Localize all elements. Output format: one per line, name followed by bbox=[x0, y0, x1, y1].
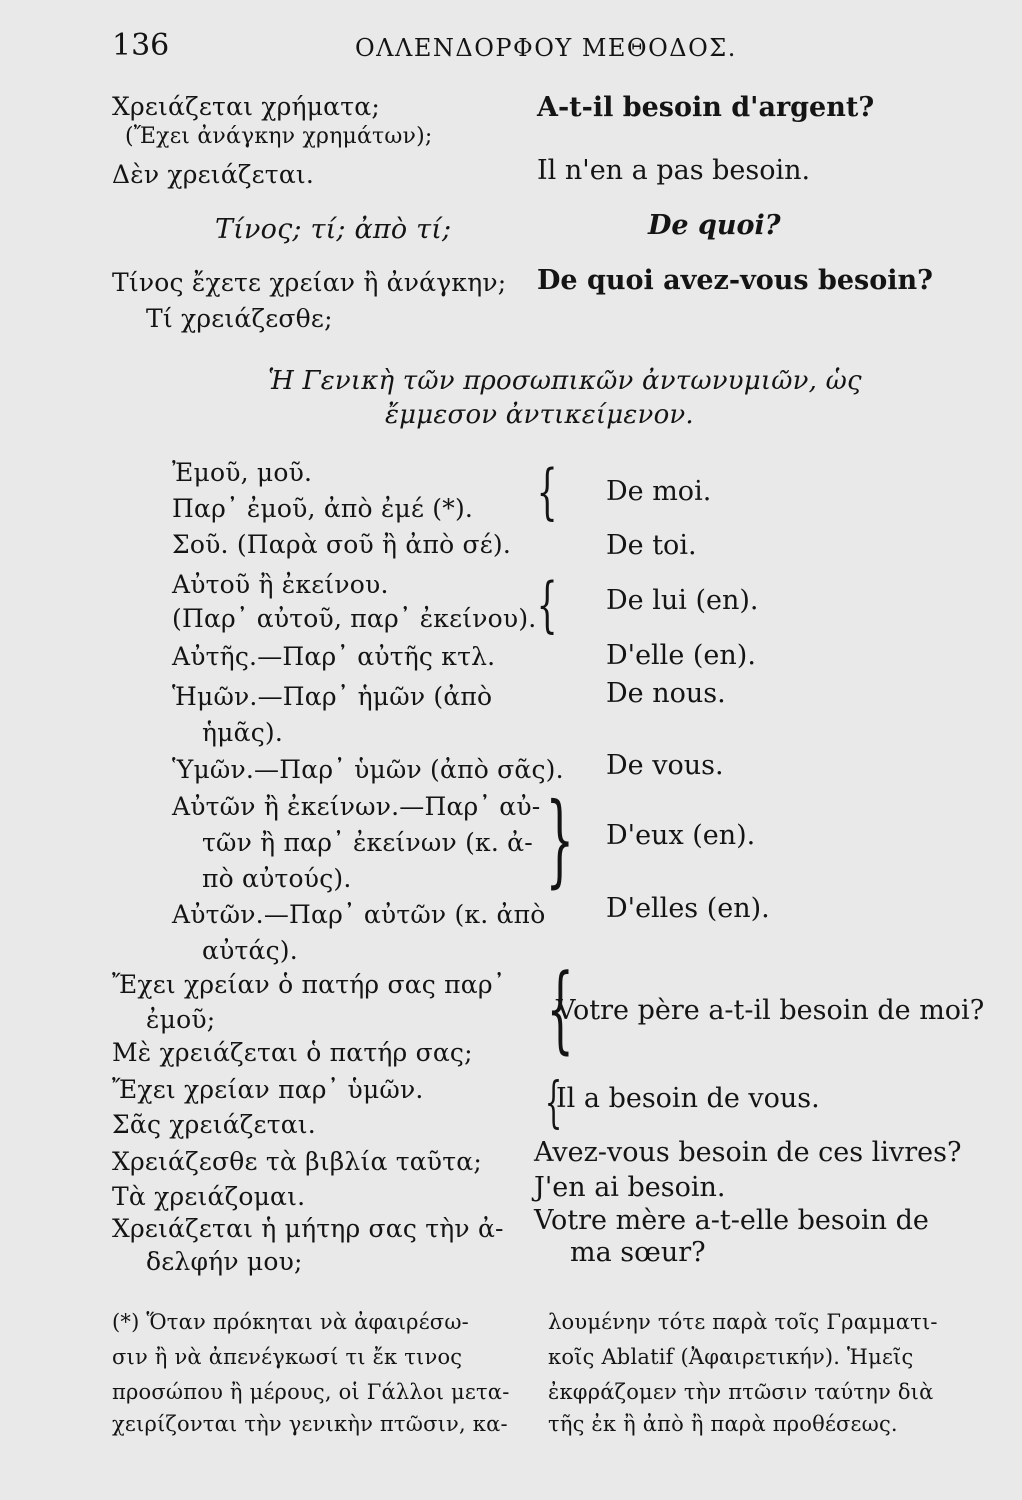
greek-line: αὐτάς). bbox=[202, 936, 298, 965]
french-line: De vous. bbox=[606, 750, 724, 781]
greek-line: Μὲ χρειάζεται ὁ πατήρ σας; bbox=[112, 1038, 473, 1067]
greek-line: Τί χρειάζεσθε; bbox=[146, 304, 333, 333]
brace: { bbox=[546, 954, 574, 1064]
french-line: Votre père a-t-il besoin de moi? bbox=[556, 995, 985, 1026]
greek-line: (Παρ᾽ αὐτοῦ, παρ᾽ ἐκείνου). bbox=[172, 604, 537, 633]
french-line: De lui (en). bbox=[606, 585, 759, 616]
footnote-line: λουμένην τότε παρὰ τοῖς Γραμματι- bbox=[548, 1310, 938, 1334]
french-line: De nous. bbox=[606, 678, 726, 709]
greek-line: Αὐτῶν.—Παρ᾽ αὐτῶν (κ. ἀπὸ bbox=[172, 900, 546, 929]
greek-line: Ἐμοῦ, μοῦ. bbox=[172, 458, 313, 487]
greek-line: Τίνος; τί; ἀπὸ τί; bbox=[215, 214, 452, 245]
greek-line: Σοῦ. (Παρὰ σοῦ ἢ ἀπὸ σέ). bbox=[172, 530, 511, 559]
footnote-line: ἐκφράζομεν τὴν πτῶσιν ταύτην διὰ bbox=[548, 1380, 934, 1404]
french-line: De quoi avez-vous besoin? bbox=[537, 265, 933, 296]
greek-line: (Ἔχει ἀνάγκην χρημάτων); bbox=[125, 124, 433, 149]
footnote-line: χειρίζονται τὴν γενικὴν πτῶσιν, κα- bbox=[112, 1412, 508, 1436]
greek-line: δελφήν μου; bbox=[146, 1247, 303, 1276]
french-line: A-t-il besoin d'argent? bbox=[537, 92, 875, 123]
greek-line: Ὑμῶν.—Παρ᾽ ὑμῶν (ἀπὸ σᾶς). bbox=[172, 755, 564, 784]
greek-line: Ἔχει χρείαν παρ᾽ ὑμῶν. bbox=[112, 1075, 424, 1104]
footnote-line: σιν ἢ νὰ ἀπενέγκωσί τι ἔκ τινος bbox=[112, 1345, 463, 1369]
greek-line: Χρειάζεσθε τὰ βιβλία ταῦτα; bbox=[112, 1147, 482, 1176]
section-heading: ἔμμεσον ἀντικείμενον. bbox=[385, 400, 694, 430]
greek-line: ἡμᾶς). bbox=[202, 718, 284, 747]
french-line: De moi. bbox=[606, 476, 712, 507]
footnote-line: προσώπου ἢ μέρους, οἱ Γάλλοι μετα- bbox=[112, 1380, 510, 1404]
greek-line: Αὐτῆς.—Παρ᾽ αὐτῆς κτλ. bbox=[172, 642, 496, 671]
greek-line: ἐμοῦ; bbox=[146, 1005, 216, 1034]
greek-line: Τὰ χρειάζομαι. bbox=[112, 1182, 306, 1211]
french-line: De quoi? bbox=[648, 210, 781, 241]
french-line: Votre mère a-t-elle besoin de bbox=[534, 1205, 929, 1236]
greek-line: Χρειάζεται ἡ μήτηρ σας τὴν ἀ- bbox=[112, 1214, 504, 1243]
french-line: De toi. bbox=[606, 530, 697, 561]
french-line: J'en ai besoin. bbox=[534, 1172, 726, 1203]
brace: { bbox=[544, 1070, 563, 1134]
greek-line: τῶν ἢ παρ᾽ ἐκείνων (κ. ἀ- bbox=[202, 828, 533, 857]
greek-line: Παρ᾽ ἐμοῦ, ἀπὸ ἐμέ (*). bbox=[172, 494, 474, 523]
footnote-line: τῆς ἐκ ἢ ἀπὸ ἢ παρὰ προθέσεως. bbox=[548, 1412, 898, 1436]
greek-line: πὸ αὐτούς). bbox=[202, 864, 352, 893]
footnote-line: (*) Ὅταν πρόκηται νὰ ἀφαιρέσω- bbox=[112, 1310, 469, 1334]
brace: { bbox=[536, 570, 558, 640]
french-line: D'elles (en). bbox=[606, 893, 770, 924]
footnote-line: κοῖς Ablatif (Ἀφαιρετικήν). Ἡμεῖς bbox=[548, 1345, 914, 1369]
greek-line: Αὐτοῦ ἢ ἐκείνου. bbox=[172, 570, 389, 599]
section-heading: Ἡ Γενικὴ τῶν προσωπικῶν ἀντωνυμιῶν, ὡς bbox=[268, 366, 862, 396]
french-line: ma sœur? bbox=[570, 1237, 706, 1268]
page-number: 136 bbox=[112, 28, 170, 63]
greek-line: Ἡμῶν.—Παρ᾽ ἡμῶν (ἀπὸ bbox=[172, 682, 493, 711]
running-title: ΟΛΛΕΝΔΟΡΦΟΥ ΜΕΘΟΔΟΣ. bbox=[355, 34, 737, 62]
french-line: D'eux (en). bbox=[606, 820, 756, 851]
french-line: Il n'en a pas besoin. bbox=[537, 155, 811, 186]
greek-line: Χρειάζεται χρήματα; bbox=[112, 92, 380, 121]
greek-line: Αὐτῶν ἢ ἐκείνων.—Παρ᾽ αὐ- bbox=[172, 792, 541, 821]
french-line: D'elle (en). bbox=[606, 640, 756, 671]
greek-line: Σᾶς χρειάζεται. bbox=[112, 1110, 316, 1139]
greek-line: Τίνος ἔχετε χρείαν ἢ ἀνάγκην; bbox=[112, 268, 507, 297]
french-line: Avez-vous besoin de ces livres? bbox=[534, 1137, 962, 1168]
greek-line: Ἔχει χρείαν ὁ πατήρ σας παρ᾽ bbox=[112, 970, 506, 999]
greek-line: Δὲν χρειάζεται. bbox=[112, 160, 315, 189]
brace: { bbox=[536, 457, 558, 527]
brace: } bbox=[545, 781, 575, 898]
french-line: Il a besoin de vous. bbox=[556, 1083, 820, 1114]
